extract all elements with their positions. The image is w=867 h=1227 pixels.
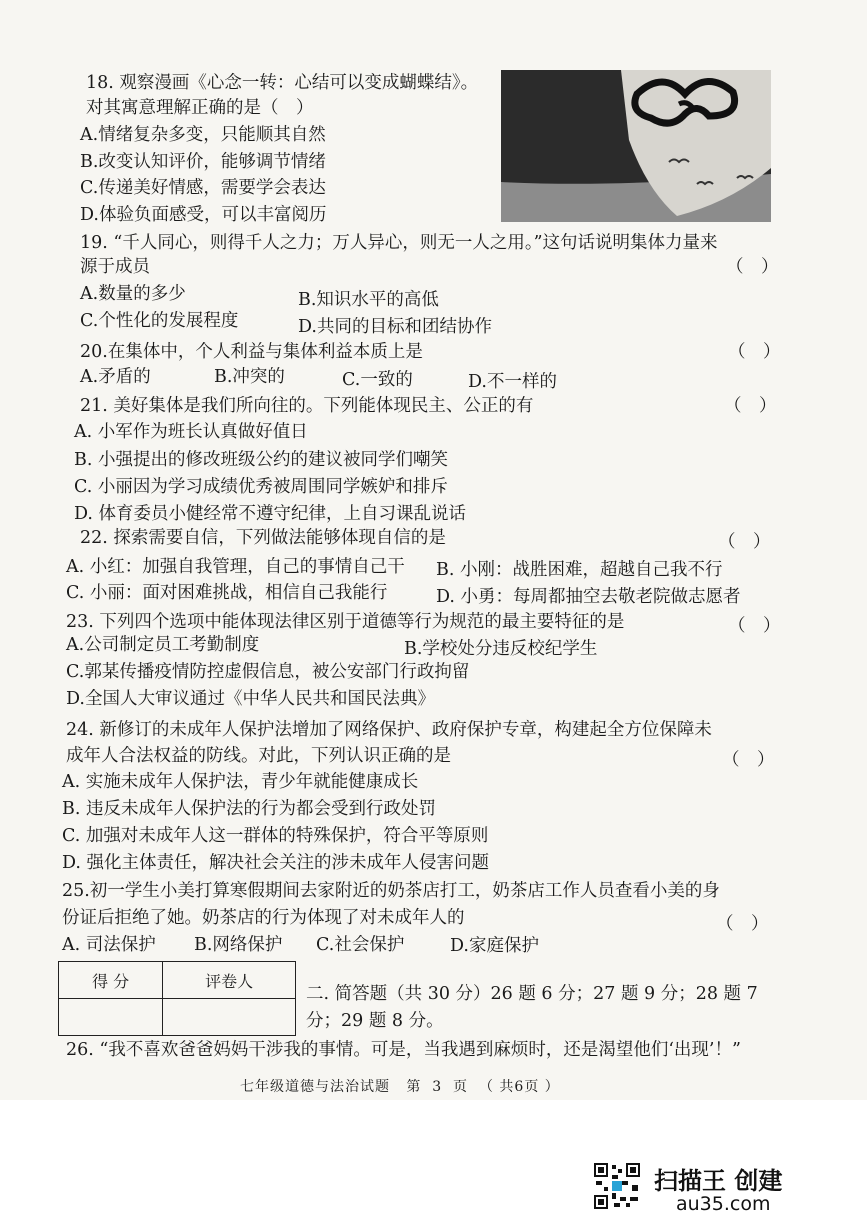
cartoon-image: [501, 70, 771, 222]
grader-header: 评卷人: [163, 962, 296, 999]
q23-option-c: C.郭某传播疫情防控虚假信息，被公安部门行政拘留: [66, 662, 470, 682]
q18-stem-line1: 18. 观察漫画《心念一转：心结可以变成蝴蝶结》。: [86, 73, 479, 93]
q21-option-d: D. 体育委员小健经常不遵守纪律，上自习课乱说话: [74, 504, 467, 524]
q19-option-d: D.共同的目标和团结协作: [298, 317, 492, 337]
qr-code-icon: [594, 1163, 640, 1209]
q23-stem: 23. 下列四个选项中能体现法律区别于道德等行为规范的最主要特征的是: [66, 612, 625, 632]
q21-option-a: A. 小军作为班长认真做好值日: [74, 422, 308, 442]
q23-option-b: B.学校处分违反校纪学生: [404, 639, 598, 659]
q20-option-d: D.不一样的: [468, 372, 557, 392]
q19-stem-line2: 源于成员: [80, 257, 150, 277]
section2-heading-line1: 二. 简答题（共 30 分）26 题 6 分；27 题 9 分；28 题 7: [306, 984, 758, 1004]
q22-option-c: C. 小丽：面对困难挑战，相信自己我能行: [66, 583, 388, 603]
q24-option-a: A. 实施未成年人保护法，青少年就能健康成长: [62, 772, 419, 792]
score-cell[interactable]: [59, 999, 163, 1036]
grader-cell[interactable]: [163, 999, 296, 1036]
q26-stem: 26. “我不喜欢爸爸妈妈干涉我的事情。可是，当我遇到麻烦时，还是渴望他们‘出现’！”: [66, 1040, 741, 1060]
q25-answer-paren[interactable]: （ ）: [716, 914, 769, 934]
q25-stem-line2: 份证后拒绝了她。奶茶店的行为体现了对未成年人的: [62, 908, 465, 928]
q19-answer-paren[interactable]: （ ）: [726, 257, 779, 277]
q24-option-d: D. 强化主体责任，解决社会关注的涉未成年人侵害问题: [62, 853, 490, 873]
q19-stem-line1: 19. “千人同心，则得千人之力；万人异心，则无一人之用。”这句话说明集体力量来: [80, 233, 718, 253]
q22-answer-paren[interactable]: （ ）: [718, 532, 771, 552]
q21-option-b: B. 小强提出的修改班级公约的建议被同学们嘲笑: [74, 450, 448, 470]
q19-option-a: A.数量的多少: [80, 284, 186, 304]
q21-answer-paren[interactable]: （ ）: [724, 396, 777, 416]
watermark-site: au35.com: [676, 1193, 771, 1215]
q20-option-b: B.冲突的: [214, 367, 285, 387]
score-table: [58, 961, 296, 1036]
q24-answer-paren[interactable]: （ ）: [722, 750, 775, 770]
q24-stem-line2: 成年人合法权益的防线。对此，下列认识正确的是: [66, 746, 451, 766]
q18-option-a: A.情绪复杂多变，只能顺其自然: [80, 125, 326, 145]
q21-option-c: C. 小丽因为学习成绩优秀被周围同学嫉妒和排斥: [74, 477, 448, 497]
q25-option-c: C.社会保护: [316, 935, 405, 955]
q18-option-b: B.改变认知评价，能够调节情绪: [80, 152, 326, 172]
watermark-brand: 扫描王 创建: [654, 1167, 783, 1195]
q22-option-b: B. 小刚：战胜困难，超越自己我不行: [436, 560, 723, 580]
q25-option-b: B.网络保护: [194, 935, 283, 955]
q18-stem-line2: 对其寓意理解正确的是（ ）: [86, 98, 314, 118]
score-header: 得 分: [59, 962, 163, 999]
q20-option-c: C.一致的: [342, 370, 413, 390]
q20-stem: 20.在集体中，个人利益与集体利益本质上是: [80, 342, 423, 362]
q19-option-c: C.个性化的发展程度: [80, 311, 239, 331]
q25-option-d: D.家庭保护: [450, 936, 539, 956]
q22-stem: 22. 探索需要自信，下列做法能够体现自信的是: [80, 528, 446, 548]
section2-heading-line2: 分；29 题 8 分。: [306, 1011, 444, 1031]
q23-option-a: A.公司制定员工考勤制度: [66, 635, 260, 655]
q21-stem: 21. 美好集体是我们所向往的。下列能体现民主、公正的有: [80, 396, 534, 416]
q25-option-a: A. 司法保护: [62, 935, 156, 955]
page-footer: 七年级道德与法治试题 第 3 页 （ 共6页 ）: [240, 1079, 560, 1095]
q23-option-d: D.全国人大审议通过《中华人民共和国民法典》: [66, 689, 435, 709]
q24-stem-line1: 24. 新修订的未成年人保护法增加了网络保护、政府保护专章，构建起全方位保障未: [66, 720, 712, 740]
q22-option-a: A. 小红：加强自我管理，自己的事情自己干: [66, 557, 405, 577]
q18-option-c: C.传递美好情感，需要学会表达: [80, 178, 326, 198]
q24-option-c: C. 加强对未成年人这一群体的特殊保护，符合平等原则: [62, 826, 489, 846]
q19-option-b: B.知识水平的高低: [298, 290, 439, 310]
q25-stem-line1: 25.初一学生小美打算寒假期间去家附近的奶茶店打工，奶茶店工作人员查看小美的身: [62, 881, 720, 901]
q18-option-d: D.体验负面感受，可以丰富阅历: [80, 205, 327, 225]
q24-option-b: B. 违反未成年人保护法的行为都会受到行政处罚: [62, 799, 436, 819]
q23-answer-paren[interactable]: （ ）: [728, 616, 781, 636]
q22-option-d: D. 小勇：每周都抽空去敬老院做志愿者: [436, 587, 741, 607]
q20-option-a: A.矛盾的: [80, 367, 151, 387]
cartoon-drawing: [501, 70, 771, 222]
q20-answer-paren[interactable]: （ ）: [728, 342, 781, 362]
